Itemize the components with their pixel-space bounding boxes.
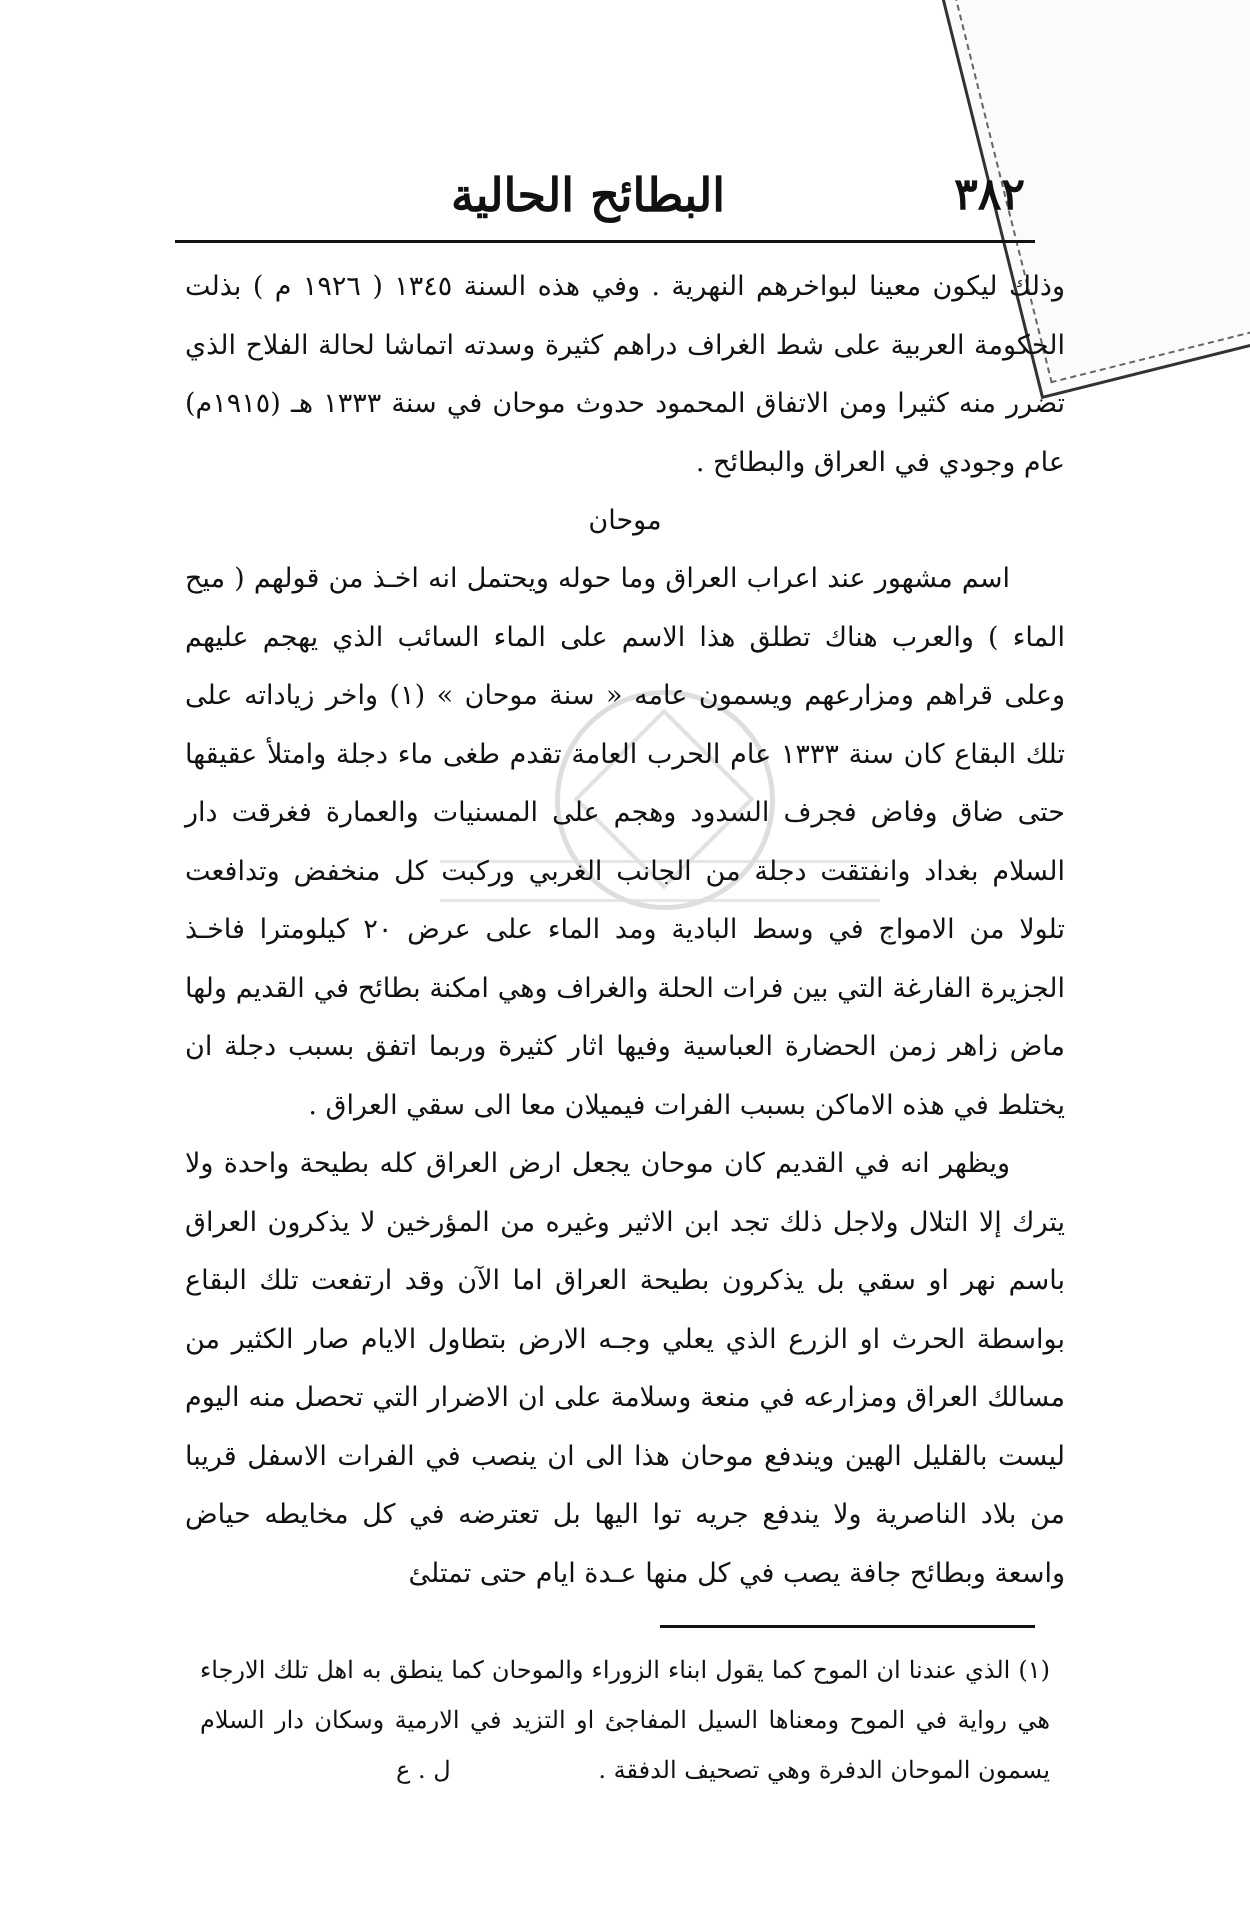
section-title: موحان [588, 505, 662, 536]
body-text [185, 258, 1065, 1603]
footnote-rule [660, 1625, 1035, 1628]
footnote-signature: ل . ع [396, 1756, 451, 1784]
footnote-1 [200, 1645, 1050, 1795]
page-header [175, 160, 1025, 230]
footnotes [200, 1645, 1050, 1795]
footnote-1-text: (١) الذي عندنا ان الموح كما يقول ابناء الزوراء والموحان كما ينطق به اهل تلك الارجاء هي رواية في الموح ومعناها السيل المفاجئ او التزيد في الارمية وسكان دار السلام يسمون الموحان الدفرة وهي تصحيف الدفقة . [200, 1656, 1050, 1784]
header-rule [175, 240, 1035, 243]
page-number: ٣٨٢ [954, 169, 1025, 220]
intro-paragraph: وذلك ليكون معينا لبواخرهم النهرية . وفي هذه السنة ١٣٤٥ ( ١٩٢٦ م ) بذلت الحكومة العربية على شط الغراف دراهم كثيرة وسدته اتماشا لحالة الفلاح الذي تضرر منه كثيرا ومن الاتفاق المحمود حدوث موحان في سنة ١٣٣٣ هـ (١٩١٥م) عام وجودي في العراق والبطائح . [185, 271, 1065, 478]
running-title: البطائح الحالية [450, 168, 725, 222]
paragraph-2: ويظهر انه في القديم كان موحان يجعل ارض العراق كله بطيحة واحدة ولا يترك إلا التلال ولاجل ذلك تجد ابن الاثير وغيره من المؤرخين لا يذكرون العراق باسم نهر او سقي بل يذكرون بطيحة العراق اما الآن وقد ارتفعت تلك البقاع بواسطة الحرث او الزرع الذي يعلي وجـه الارض بتطاول الايام صار الكثير من مسالك العراق ومزارعه في منعة وسلامة على ان الاضرار التي تحصل منه اليوم ليست بالقليل الهين ويندفع موحان هذا الى ان ينصب في الفرات الاسفل قريبا من بلاد الناصرية ولا يندفع جريه توا اليها بل تعترضه في كل مخايطه حياض واسعة وبطائح جافة يصب في كل منها عـدة ايام حتى تمتلئ [185, 1148, 1065, 1589]
paragraph-1: اسم مشهور عند اعراب العراق وما حوله ويحتمل انه اخـذ من قولهم ( ميح الماء ) والعرب هناك تطلق هذا الاسم على الماء السائب الذي يهجم عليهم وعلى قراهم ومزارعهم ويسمون عامه « سنة موحان » (١) واخر زياداته على تلك البقاع كان سنة ١٣٣٣ عام الحرب العامة تقدم طغى ماء دجلة وامتلأ عقيقها حتى ضاق وفاض فجرف السدود وهجم على المسنيات والعمارة فغرقت دار السلام بغداد وانفتقت دجلة من الجانب الغربي وركبت كل منخفض وتدافعت تلولا من الامواج في وسط البادية ومد الماء على عرض ٢٠ كيلومترا فاخـذ الجزيرة الفارغة التي بين فرات الحلة والغراف وهي امكنة بطائح في القديم ولها ماض زاهر زمن الحضارة العباسية وفيها اثار كثيرة وربما اتفق بسبب دجلة ان يختلط في هذه الاماكن بسبب الفرات فيميلان معا الى سقي العراق . [185, 563, 1066, 1121]
